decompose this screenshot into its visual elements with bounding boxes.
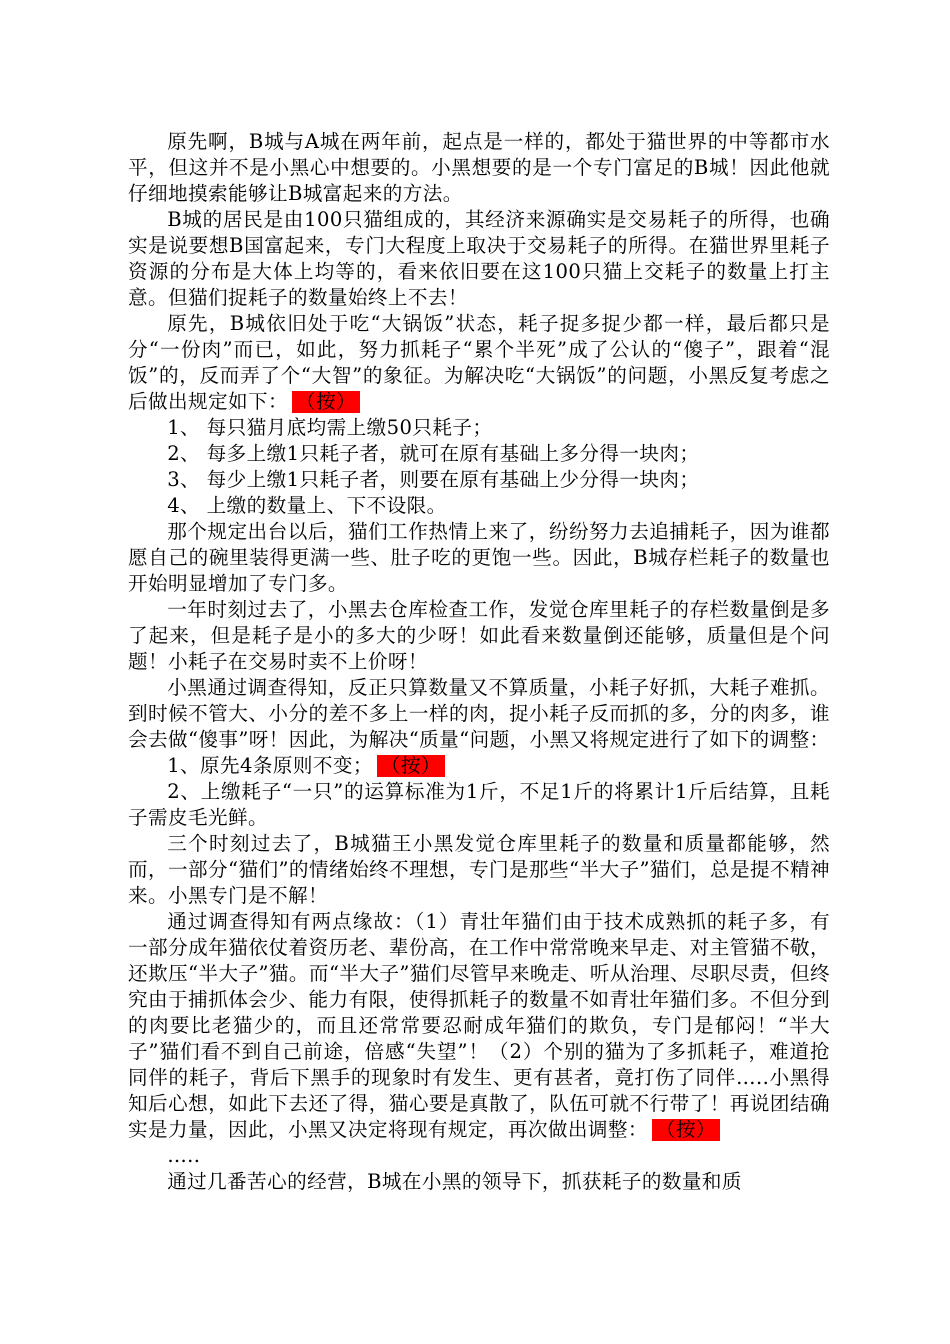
annotation-tag: （按） [292, 391, 360, 413]
paragraph-8: 通过调查得知有两点缘故：（1）青壮年猫们由于技术成熟抓的耗子多，有一部分成年猫依仗着资历老、辈份高，在工作中常常晚来早走、对主管猫不敬，还欺压“半大子”猫。而“半大子”猫们尽管早来晚走、听从治理、尽职尽责，但终究由于捕抓体会少、能力有限，使得抓耗子的数量不如青壮年猫们多。不但分到的肉要比老猫少的，而且还常常要忍耐成年猫们的欺负，专门是郁闷！“半大子”猫们看不到自己前途，倍感“失望”！（2）个别的猫为了多抓耗子，难道抢同伴的耗子，背后下黑手的现象时有发生、更有甚者，竟打伤了同伴…..小黑得知后心想，如此下去还了得，猫心要是真散了，队伍可就不行带了！再说团结确实是力量，因此，小黑又决定将现有规定，再次做出调整： （按） [128, 910, 830, 1141]
paragraph-5: 一年时刻过去了，小黑去仓库检查工作，发觉仓库里耗子的存栏数量倒是多了起来，但是耗子是小的多大的少呀！如此看来数量倒还能够，质量但是个问题！小耗子在交易时卖不上价呀！ [128, 598, 830, 673]
adjust-item-1: 1、原先4条原则不变； （按） [128, 753, 830, 779]
rule-item-2: 2、 每多上缴1只耗子者，就可在原有基础上多分得一块肉； [167, 442, 700, 465]
ellipsis-line: ….. [167, 1144, 201, 1167]
paragraph-7: 三个时刻过去了，B城猫王小黑发觉仓库里耗子的数量和质量都能够，然而，一部分“猫们”的情绪始终不理想，专门是那些“半大子”猫们，总是提不精神来。小黑专门是不解！ [128, 832, 830, 907]
paragraph-9: 通过几番苦心的经营，B城在小黑的领导下，抓获耗子的数量和质 [167, 1170, 742, 1193]
rule-item-3: 3、 每少上缴1只耗子者，则要在原有基础上少分得一块肉； [167, 468, 700, 491]
paragraph-4: 那个规定出台以后，猫们工作热情上来了，纷纷努力去追捕耗子，因为谁都愿自己的碗里装得更满一些、肚子吃的更饱一些。因此，B城存栏耗子的数量也开始明显增加了专门多。 [128, 520, 830, 595]
paragraph-1: 原先啊，B城与A城在两年前，起点是一样的，都处于猫世界的中等都市水平，但这并不是小黑心中想要的。小黑想要的是一个专门富足的B城！因此他就仔细地摸索能够让B城富起来的方法。 [128, 130, 830, 205]
annotation-tag: （按） [377, 755, 445, 777]
rule-item-1: 1、 每只猫月底均需上缴50只耗子； [167, 416, 493, 439]
paragraph-2: B城的居民是由100只猫组成的，其经济来源确实是交易耗子的所得，也确实是说要想B国富起来，专门大程度上取决于交易耗子的所得。在猫世界里耗子资源的分布是大体上均等的，看来依旧要在这100只猫上交耗子的数量上打主意。但猫们捉耗子的数量始终上不去！ [128, 208, 830, 309]
annotation-tag: （按） [652, 1119, 720, 1141]
paragraph-3: 原先，B城依旧处于吃“大锅饭”状态，耗子捉多捉少都一样，最后都只是分“一份肉”而已，如此，努力抓耗子“累个半死”成了公认的“傻子”，跟着“混饭”的，反而弄了个“大智”的象征。为解决吃“大锅饭”的问题，小黑反复考虑之后做出规定如下： （按） [128, 312, 830, 413]
rule-item-4: 4、 上缴的数量上、下不设限。 [167, 494, 447, 517]
paragraph-6: 小黑通过调查得知，反正只算数量又不算质量，小耗子好抓，大耗子难抓。到时候不管大、小分的差不多上一样的肉，捉小耗子反而抓的多，分的肉多，谁会去做“傻事”呀！因此，为解决“质量“问题，小黑又将规定进行了如下的调整： [128, 676, 830, 751]
adjust-item-2: 2、上缴耗子“一只”的运算标准为1斤，不足1斤的将累计1斤后结算，且耗子需皮毛光鲜。 [128, 780, 830, 829]
